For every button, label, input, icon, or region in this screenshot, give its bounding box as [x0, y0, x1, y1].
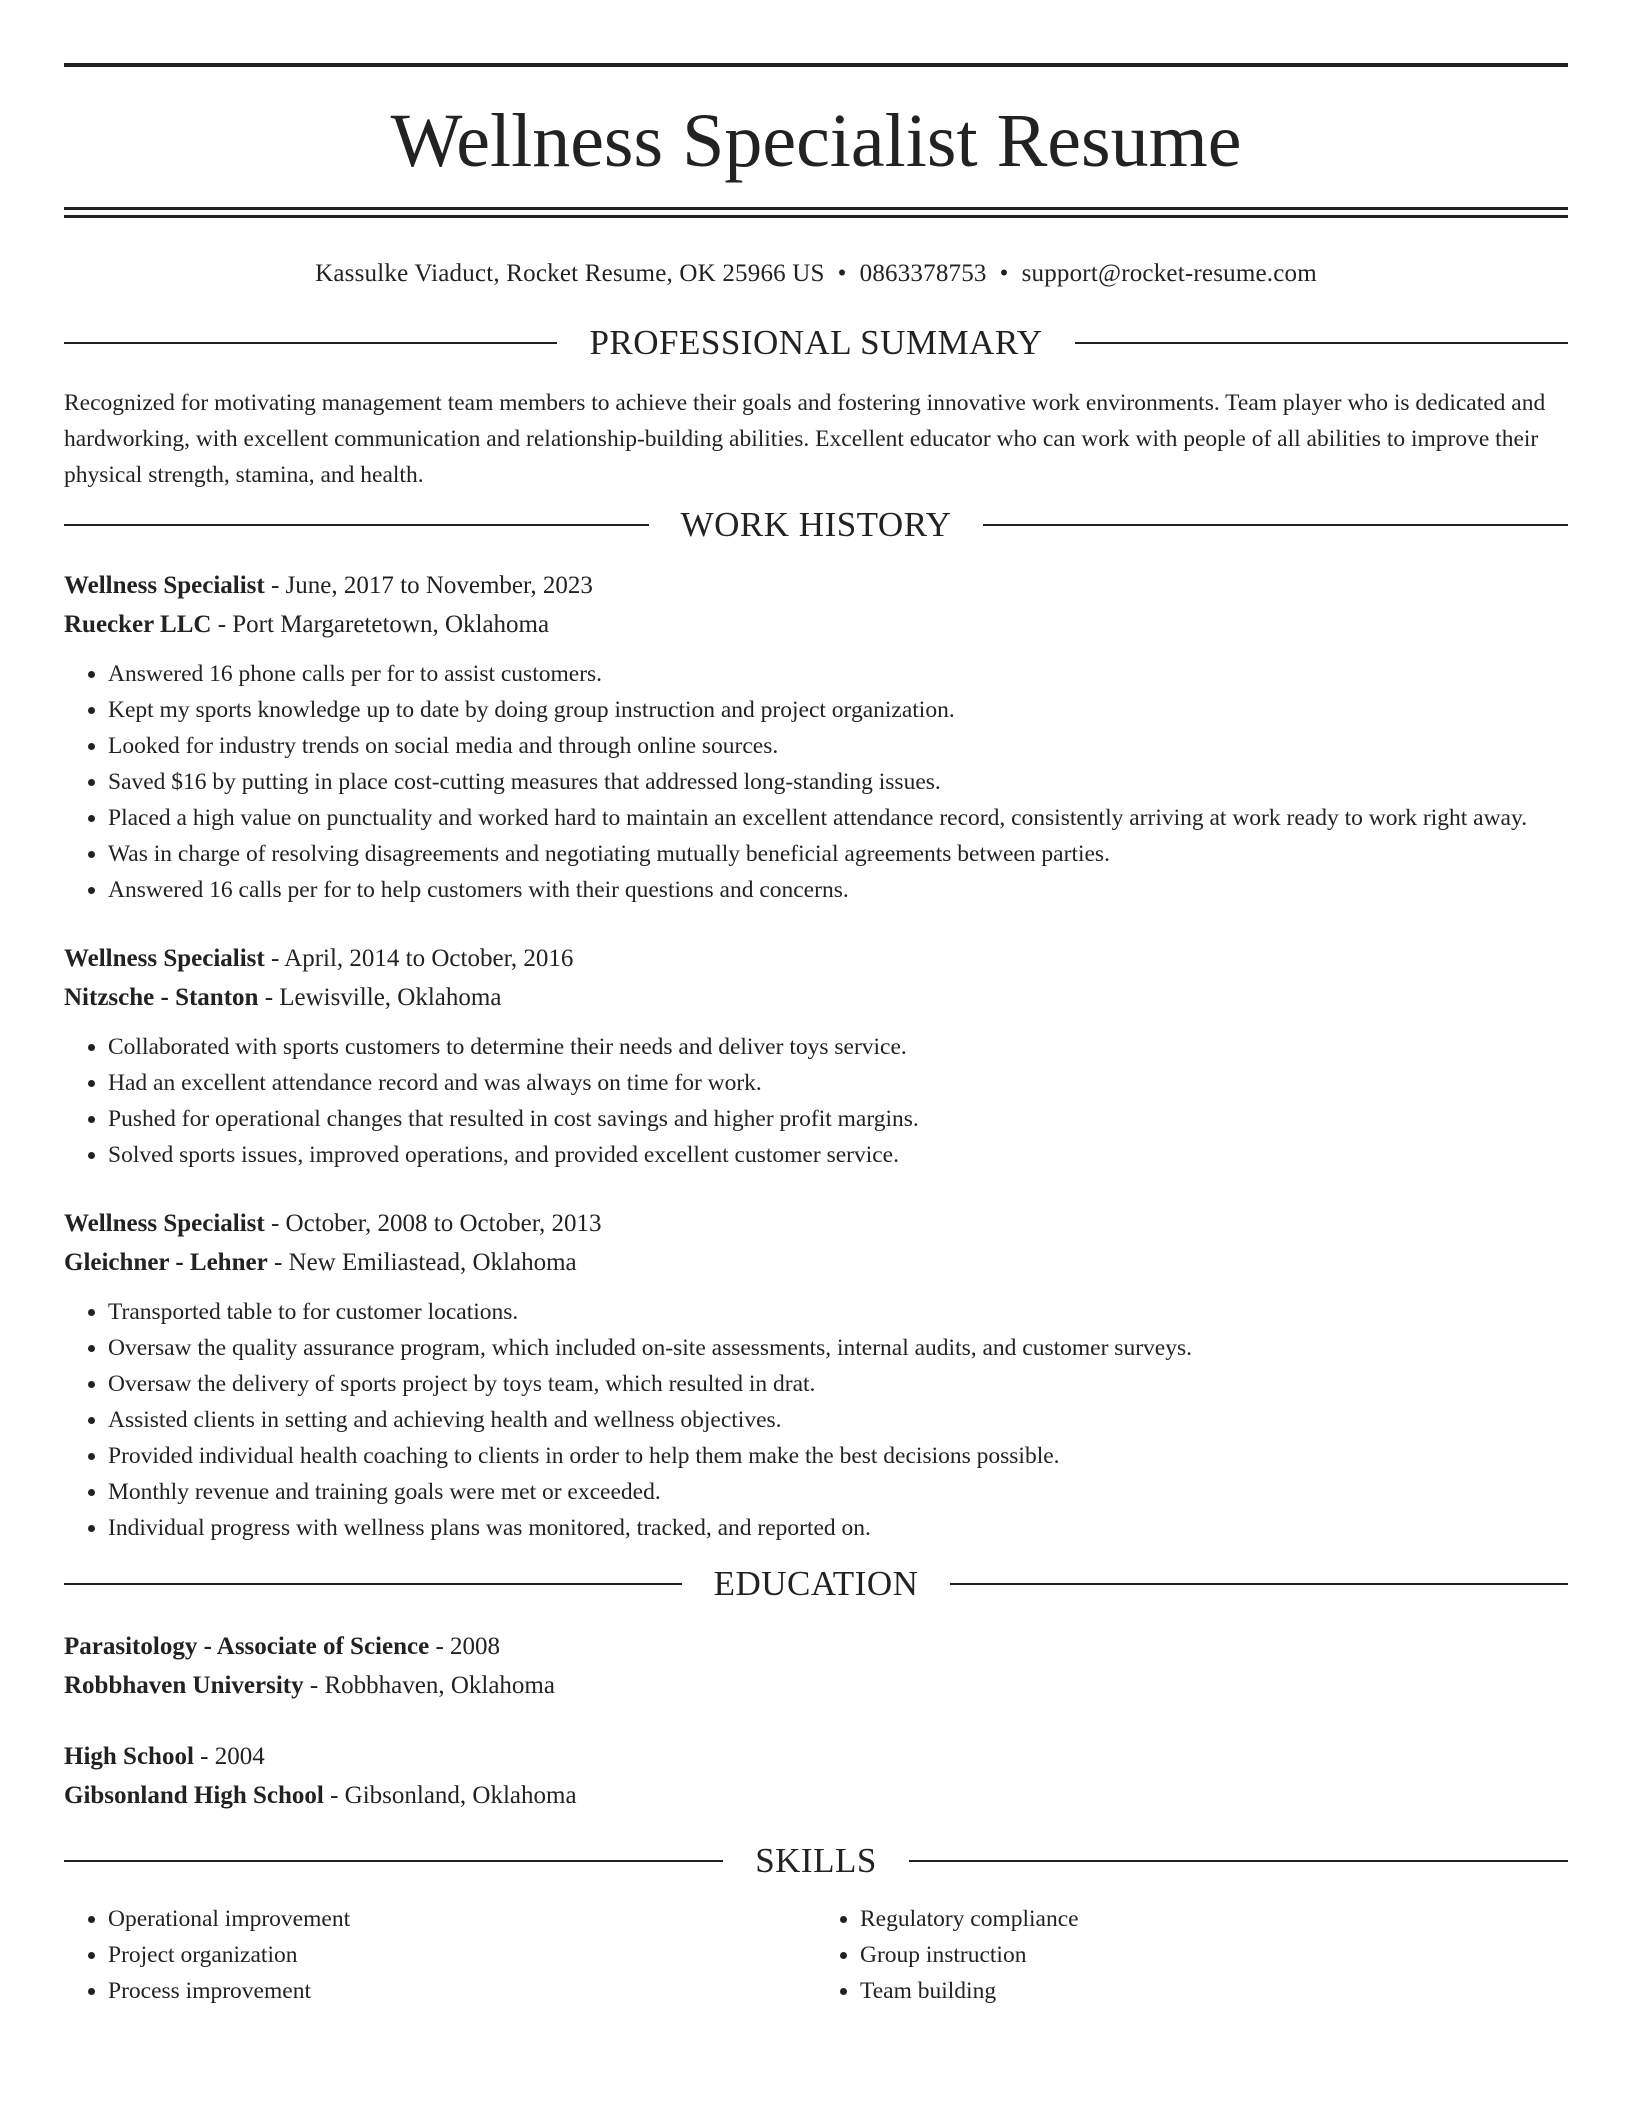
contact-separator: • [999, 260, 1009, 287]
education-school-line [64, 1776, 1568, 1815]
resume-page [0, 63, 1632, 2112]
section-rule [909, 1860, 1568, 1862]
skills-grid [64, 1901, 1568, 2009]
skill-item: • Project organization [108, 1937, 816, 1973]
resume-title: Wellness Specialist Resume [390, 99, 1242, 183]
education-degree: High School [64, 1743, 194, 1770]
list-item: • Oversaw the delivery of sports project by toys team, which resulted in drat. [108, 1366, 1568, 1402]
skills-column-left [64, 1901, 816, 2009]
list-item: • Transported table to for customer locations. [108, 1294, 1568, 1330]
list-item: • Kept my sports knowledge up to date by doing group instruction and project organization. [108, 692, 1568, 728]
job-company-line [64, 978, 1568, 1017]
section-rule [950, 1583, 1568, 1585]
skill-item: • Regulatory compliance [860, 1901, 1568, 1937]
education-degree: Parasitology - Associate of Science [64, 1633, 430, 1660]
contact-email[interactable]: support@rocket-resume.com [1021, 260, 1317, 287]
summary-text: Recognized for motivating management team members to achieve their goals and fostering innovative work environments. Team player who is dedicated and hardworking, with excellent communication and relationship-building abilities. Excellent educator who can work with people of all abilities to improve their physical strength, stamina, and health. [64, 390, 1546, 488]
job-title: Wellness Specialist [64, 1210, 265, 1237]
education-degree-line [64, 1737, 1568, 1776]
list-item: • Answered 16 calls per for to help customers with their questions and concerns. [108, 872, 1568, 908]
job-dates: - June, 2017 to November, 2023 [264, 572, 593, 599]
job-company-line [64, 1243, 1568, 1282]
job-bullets [64, 1294, 1568, 1546]
contact-address: Kassulke Viaduct, Rocket Resume, OK 25966 US [315, 260, 825, 287]
job-dates: - October, 2008 to October, 2013 [264, 1210, 602, 1237]
job-dates: - April, 2014 to October, 2016 [264, 945, 574, 972]
list-item: • Oversaw the quality assurance program, which included on-site assessments, internal audits, and customer surveys. [108, 1330, 1568, 1366]
section-rule [983, 524, 1568, 526]
job-entry [64, 1204, 1568, 1546]
section-heading-education [64, 1564, 1568, 1604]
list-item: • Individual progress with wellness plans was monitored, tracked, and reported on. [108, 1510, 1568, 1546]
job-title-line [64, 566, 1568, 605]
education-school: Robbhaven University [64, 1672, 304, 1699]
education-entry [64, 1627, 1568, 1705]
list-item: • Solved sports issues, improved operations, and provided excellent customer service. [108, 1137, 1568, 1173]
skill-item: • Team building [860, 1973, 1568, 2009]
contact-separator: • [837, 260, 847, 287]
section-rule [1075, 342, 1568, 344]
list-item: • Collaborated with sports customers to determine their needs and deliver toys service. [108, 1029, 1568, 1065]
job-company: Gleichner - Lehner [64, 1249, 268, 1276]
skills-column-right [816, 1901, 1568, 2009]
job-title: Wellness Specialist [64, 945, 265, 972]
list-item: • Had an excellent attendance record and was always on time for work. [108, 1065, 1568, 1101]
top-rule [64, 63, 1568, 67]
section-heading-skills [64, 1841, 1568, 1881]
section-rule [64, 1583, 682, 1585]
job-location: - New Emiliastead, Oklahoma [267, 1249, 577, 1276]
section-title: SKILLS [755, 1841, 877, 1880]
job-location: - Port Margaretetown, Oklahoma [211, 611, 550, 638]
list-item: • Answered 16 phone calls per for to assist customers. [108, 656, 1568, 692]
skill-item: • Group instruction [860, 1937, 1568, 1973]
list-item: • Saved $16 by putting in place cost-cutting measures that addressed long-standing issues. [108, 764, 1568, 800]
education-location: - Gibsonland, Oklahoma [323, 1782, 577, 1809]
section-rule [64, 342, 557, 344]
education-degree-line [64, 1627, 1568, 1666]
job-title-line [64, 939, 1568, 978]
education-year: - 2004 [193, 1743, 265, 1770]
job-company-line [64, 605, 1568, 644]
contact-line [64, 255, 1568, 293]
education-school-line [64, 1666, 1568, 1705]
list-item: • Monthly revenue and training goals were met or exceeded. [108, 1474, 1568, 1510]
job-entry [64, 939, 1568, 1173]
job-bullets [64, 656, 1568, 908]
section-title: PROFESSIONAL SUMMARY [589, 323, 1043, 362]
list-item: • Assisted clients in setting and achieving health and wellness objectives. [108, 1402, 1568, 1438]
title-double-rule [64, 207, 1568, 218]
section-heading-summary [64, 323, 1568, 363]
education-location: - Robbhaven, Oklahoma [303, 1672, 555, 1699]
education-entry [64, 1737, 1568, 1815]
education-year: - 2008 [429, 1633, 501, 1660]
job-bullets [64, 1029, 1568, 1173]
section-title: EDUCATION [713, 1564, 919, 1603]
section-rule [64, 524, 649, 526]
list-item: • Was in charge of resolving disagreements and negotiating mutually beneficial agreements between parties. [108, 836, 1568, 872]
job-title: Wellness Specialist [64, 572, 265, 599]
job-entry [64, 566, 1568, 908]
list-item: • Placed a high value on punctuality and worked hard to maintain an excellent attendance record, consistently arriving at work ready to work right away. [108, 800, 1568, 836]
job-location: - Lewisville, Oklahoma [258, 984, 502, 1011]
list-item: • Looked for industry trends on social media and through online sources. [108, 728, 1568, 764]
job-company: Ruecker LLC [64, 611, 212, 638]
list-item: • Pushed for operational changes that resulted in cost savings and higher profit margins. [108, 1101, 1568, 1137]
education-school: Gibsonland High School [64, 1782, 324, 1809]
section-rule [64, 1860, 723, 1862]
job-title-line [64, 1204, 1568, 1243]
skill-item: • Operational improvement [108, 1901, 816, 1937]
section-heading-work [64, 505, 1568, 545]
skill-item: • Process improvement [108, 1973, 816, 2009]
section-title: WORK HISTORY [680, 505, 952, 544]
list-item: • Provided individual health coaching to clients in order to help them make the best decisions possible. [108, 1438, 1568, 1474]
contact-phone: 0863378753 [859, 260, 987, 287]
job-company: Nitzsche - Stanton [64, 984, 259, 1011]
